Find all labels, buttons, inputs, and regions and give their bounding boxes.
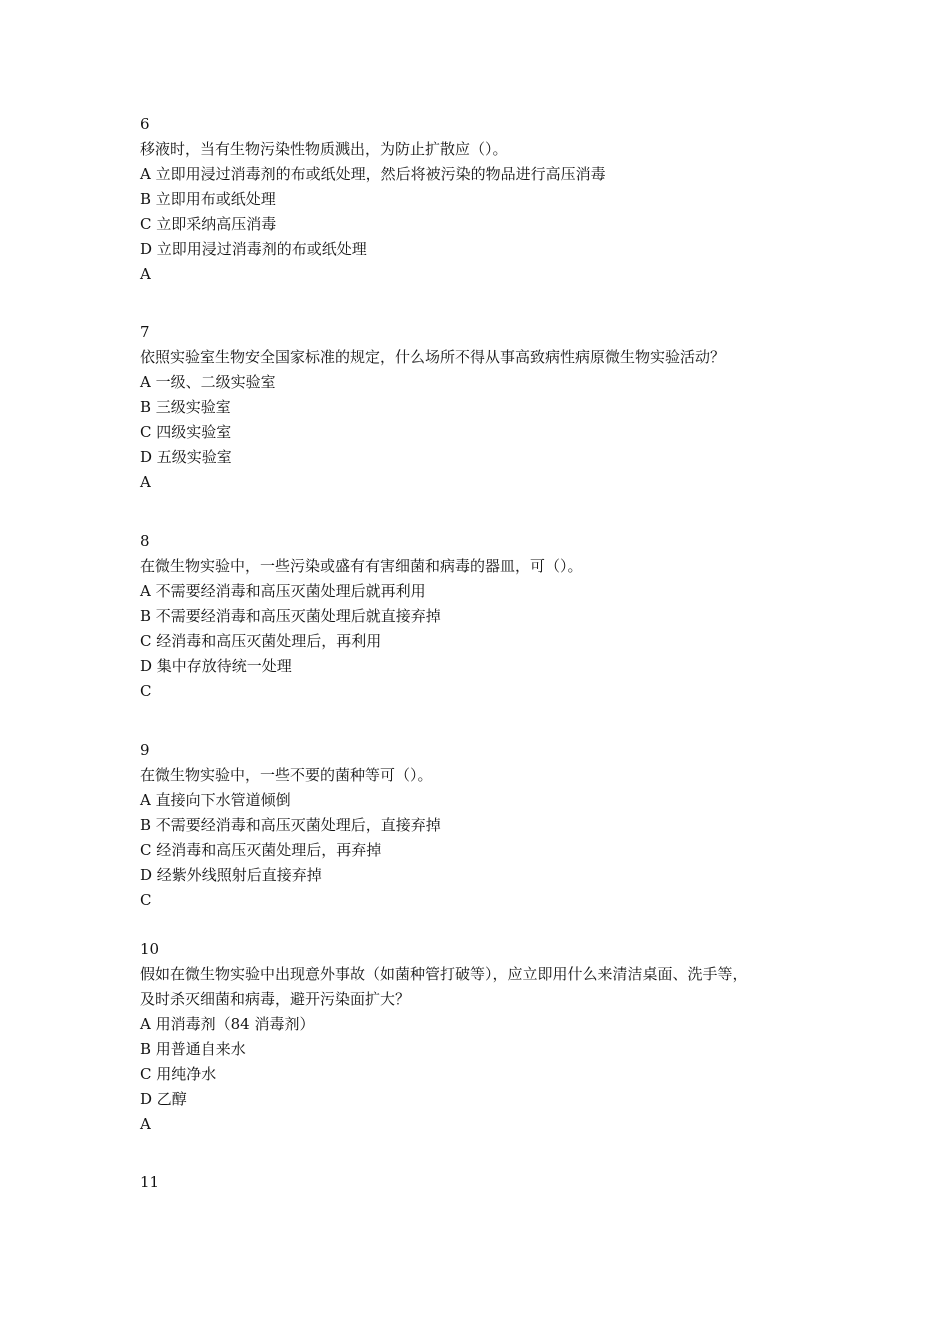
- question-stem: 在微生物实验中，一些不要的菌种等可（）。: [140, 766, 433, 784]
- option-b: B 不需要经消毒和高压灭菌处理后，直接弃掉: [140, 816, 441, 834]
- option-b: B 用普通自来水: [140, 1040, 246, 1058]
- option-c: C 四级实验室: [140, 423, 232, 441]
- option-b: B 三级实验室: [140, 398, 231, 416]
- option-a: A 用消毒剂（84 消毒剂）: [140, 1015, 315, 1033]
- question-number: 8: [140, 532, 150, 550]
- option-d: D 乙醇: [140, 1090, 187, 1108]
- question-number: 11: [140, 1173, 160, 1191]
- option-a: A 一级、二级实验室: [140, 373, 276, 391]
- answer: C: [140, 682, 152, 700]
- option-b: B 不需要经消毒和高压灭菌处理后就直接弃掉: [140, 607, 441, 625]
- question-block: [140, 937, 840, 1137]
- question-block: [140, 320, 840, 495]
- question-block: [140, 112, 840, 287]
- question-stem-continued: 及时杀灭细菌和病毒，避开污染面扩大？: [140, 990, 411, 1008]
- option-d: D 五级实验室: [140, 448, 232, 466]
- question-number: 7: [140, 323, 150, 341]
- question-stem: 移液时，当有生物污染性物质溅出，为防止扩散应（）。: [140, 140, 508, 158]
- option-d: D 立即用浸过消毒剂的布或纸处理: [140, 240, 367, 258]
- answer: C: [140, 891, 152, 909]
- question-number: 9: [140, 741, 150, 759]
- question-stem: 假如在微生物实验中出现意外事故（如菌种管打破等），应立即用什么来清洁桌面、洗手等，: [140, 965, 748, 983]
- option-d: D 集中存放待统一处理: [140, 657, 292, 675]
- answer: A: [140, 1115, 151, 1133]
- option-a: A 立即用浸过消毒剂的布或纸处理，然后将被污染的物品进行高压消毒: [140, 165, 606, 183]
- option-c: C 立即采纳高压消毒: [140, 215, 277, 233]
- option-c: C 用纯净水: [140, 1065, 217, 1083]
- question-number: 6: [140, 115, 150, 133]
- option-b: B 立即用布或纸处理: [140, 190, 276, 208]
- question-block: [140, 1170, 840, 1195]
- question-stem: 依照实验室生物安全国家标准的规定，什么场所不得从事高致病性病原微生物实验活动？: [140, 348, 726, 366]
- option-c: C 经消毒和高压灭菌处理后，再利用: [140, 632, 382, 650]
- answer: A: [140, 265, 151, 283]
- question-stem: 在微生物实验中，一些污染或盛有有害细菌和病毒的器皿，可（）。: [140, 557, 583, 575]
- option-d: D 经紫外线照射后直接弃掉: [140, 866, 322, 884]
- question-number: 10: [140, 940, 160, 958]
- option-c: C 经消毒和高压灭菌处理后，再弃掉: [140, 841, 382, 859]
- option-a: A 直接向下水管道倾倒: [140, 791, 291, 809]
- answer: A: [140, 473, 151, 491]
- question-block: [140, 529, 840, 704]
- question-block: [140, 738, 840, 913]
- option-a: A 不需要经消毒和高压灭菌处理后就再利用: [140, 582, 426, 600]
